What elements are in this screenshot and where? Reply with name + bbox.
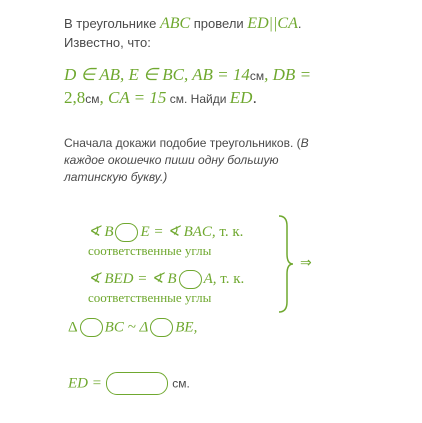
right-brace xyxy=(276,214,294,314)
find-target: ED xyxy=(229,88,253,107)
period: . xyxy=(297,16,302,31)
hint-line1-italic: В xyxy=(300,136,309,150)
answer-input[interactable] xyxy=(106,372,168,395)
triangle-symbol: Δ xyxy=(68,319,78,336)
answer-unit: см. xyxy=(172,376,190,391)
segment-name: ED||CA xyxy=(247,15,298,32)
letter-input-2[interactable] xyxy=(179,270,202,289)
similarity-text: BC ~ Δ xyxy=(104,319,149,336)
letter-input-4[interactable] xyxy=(150,318,173,337)
angle-equality: E = ∢ BAC, xyxy=(140,224,216,240)
intro-text-mid: провели xyxy=(190,16,248,31)
triangle-name: BE, xyxy=(175,319,198,336)
because-label: т. к. xyxy=(216,271,245,287)
problem-intro xyxy=(64,14,302,52)
implies-arrow: ⇒ xyxy=(300,254,312,270)
given-line1: D ∈ AB, E ∈ BC, AB = 14 xyxy=(64,65,250,84)
angle-equality: ∢ BED = ∢ B xyxy=(88,271,177,287)
find-label: . Найди xyxy=(183,92,230,106)
hint-line3: латинскую букву.) xyxy=(64,170,168,184)
period: . xyxy=(252,88,258,107)
known-label: Известно, что: xyxy=(64,35,151,50)
proof-row-2 xyxy=(88,269,244,289)
hint-text xyxy=(64,135,309,186)
given-ca: , CA = 15 xyxy=(99,88,167,107)
angle-label: ∢ B xyxy=(88,224,114,240)
hint-line2: каждое окошечко пиши одну большую xyxy=(64,153,279,167)
triangle-name: ABC xyxy=(159,15,191,32)
intro-text: В треугольнике xyxy=(64,16,160,31)
unit-cm: см xyxy=(85,92,100,106)
proof-row-1 xyxy=(88,222,243,242)
proof-reason-1: соответственные углы xyxy=(88,243,212,258)
angle-label: A, xyxy=(203,271,217,287)
letter-input-3[interactable] xyxy=(80,318,103,337)
similarity-row xyxy=(68,318,197,337)
letter-input-1[interactable] xyxy=(115,223,138,242)
given-conditions xyxy=(64,64,311,110)
hint-line1: Сначала докажи подобие треугольников. ( xyxy=(64,136,301,150)
proof-reason-2: соответственные углы xyxy=(88,290,212,305)
answer-row xyxy=(68,372,190,395)
because-label: т. к. xyxy=(215,224,244,240)
unit-cm: см xyxy=(249,69,265,83)
given-db-value: 2,8 xyxy=(64,88,86,107)
answer-label: ED = xyxy=(68,375,102,392)
given-db: , DB = xyxy=(264,65,312,84)
unit-cm: см xyxy=(166,92,184,106)
